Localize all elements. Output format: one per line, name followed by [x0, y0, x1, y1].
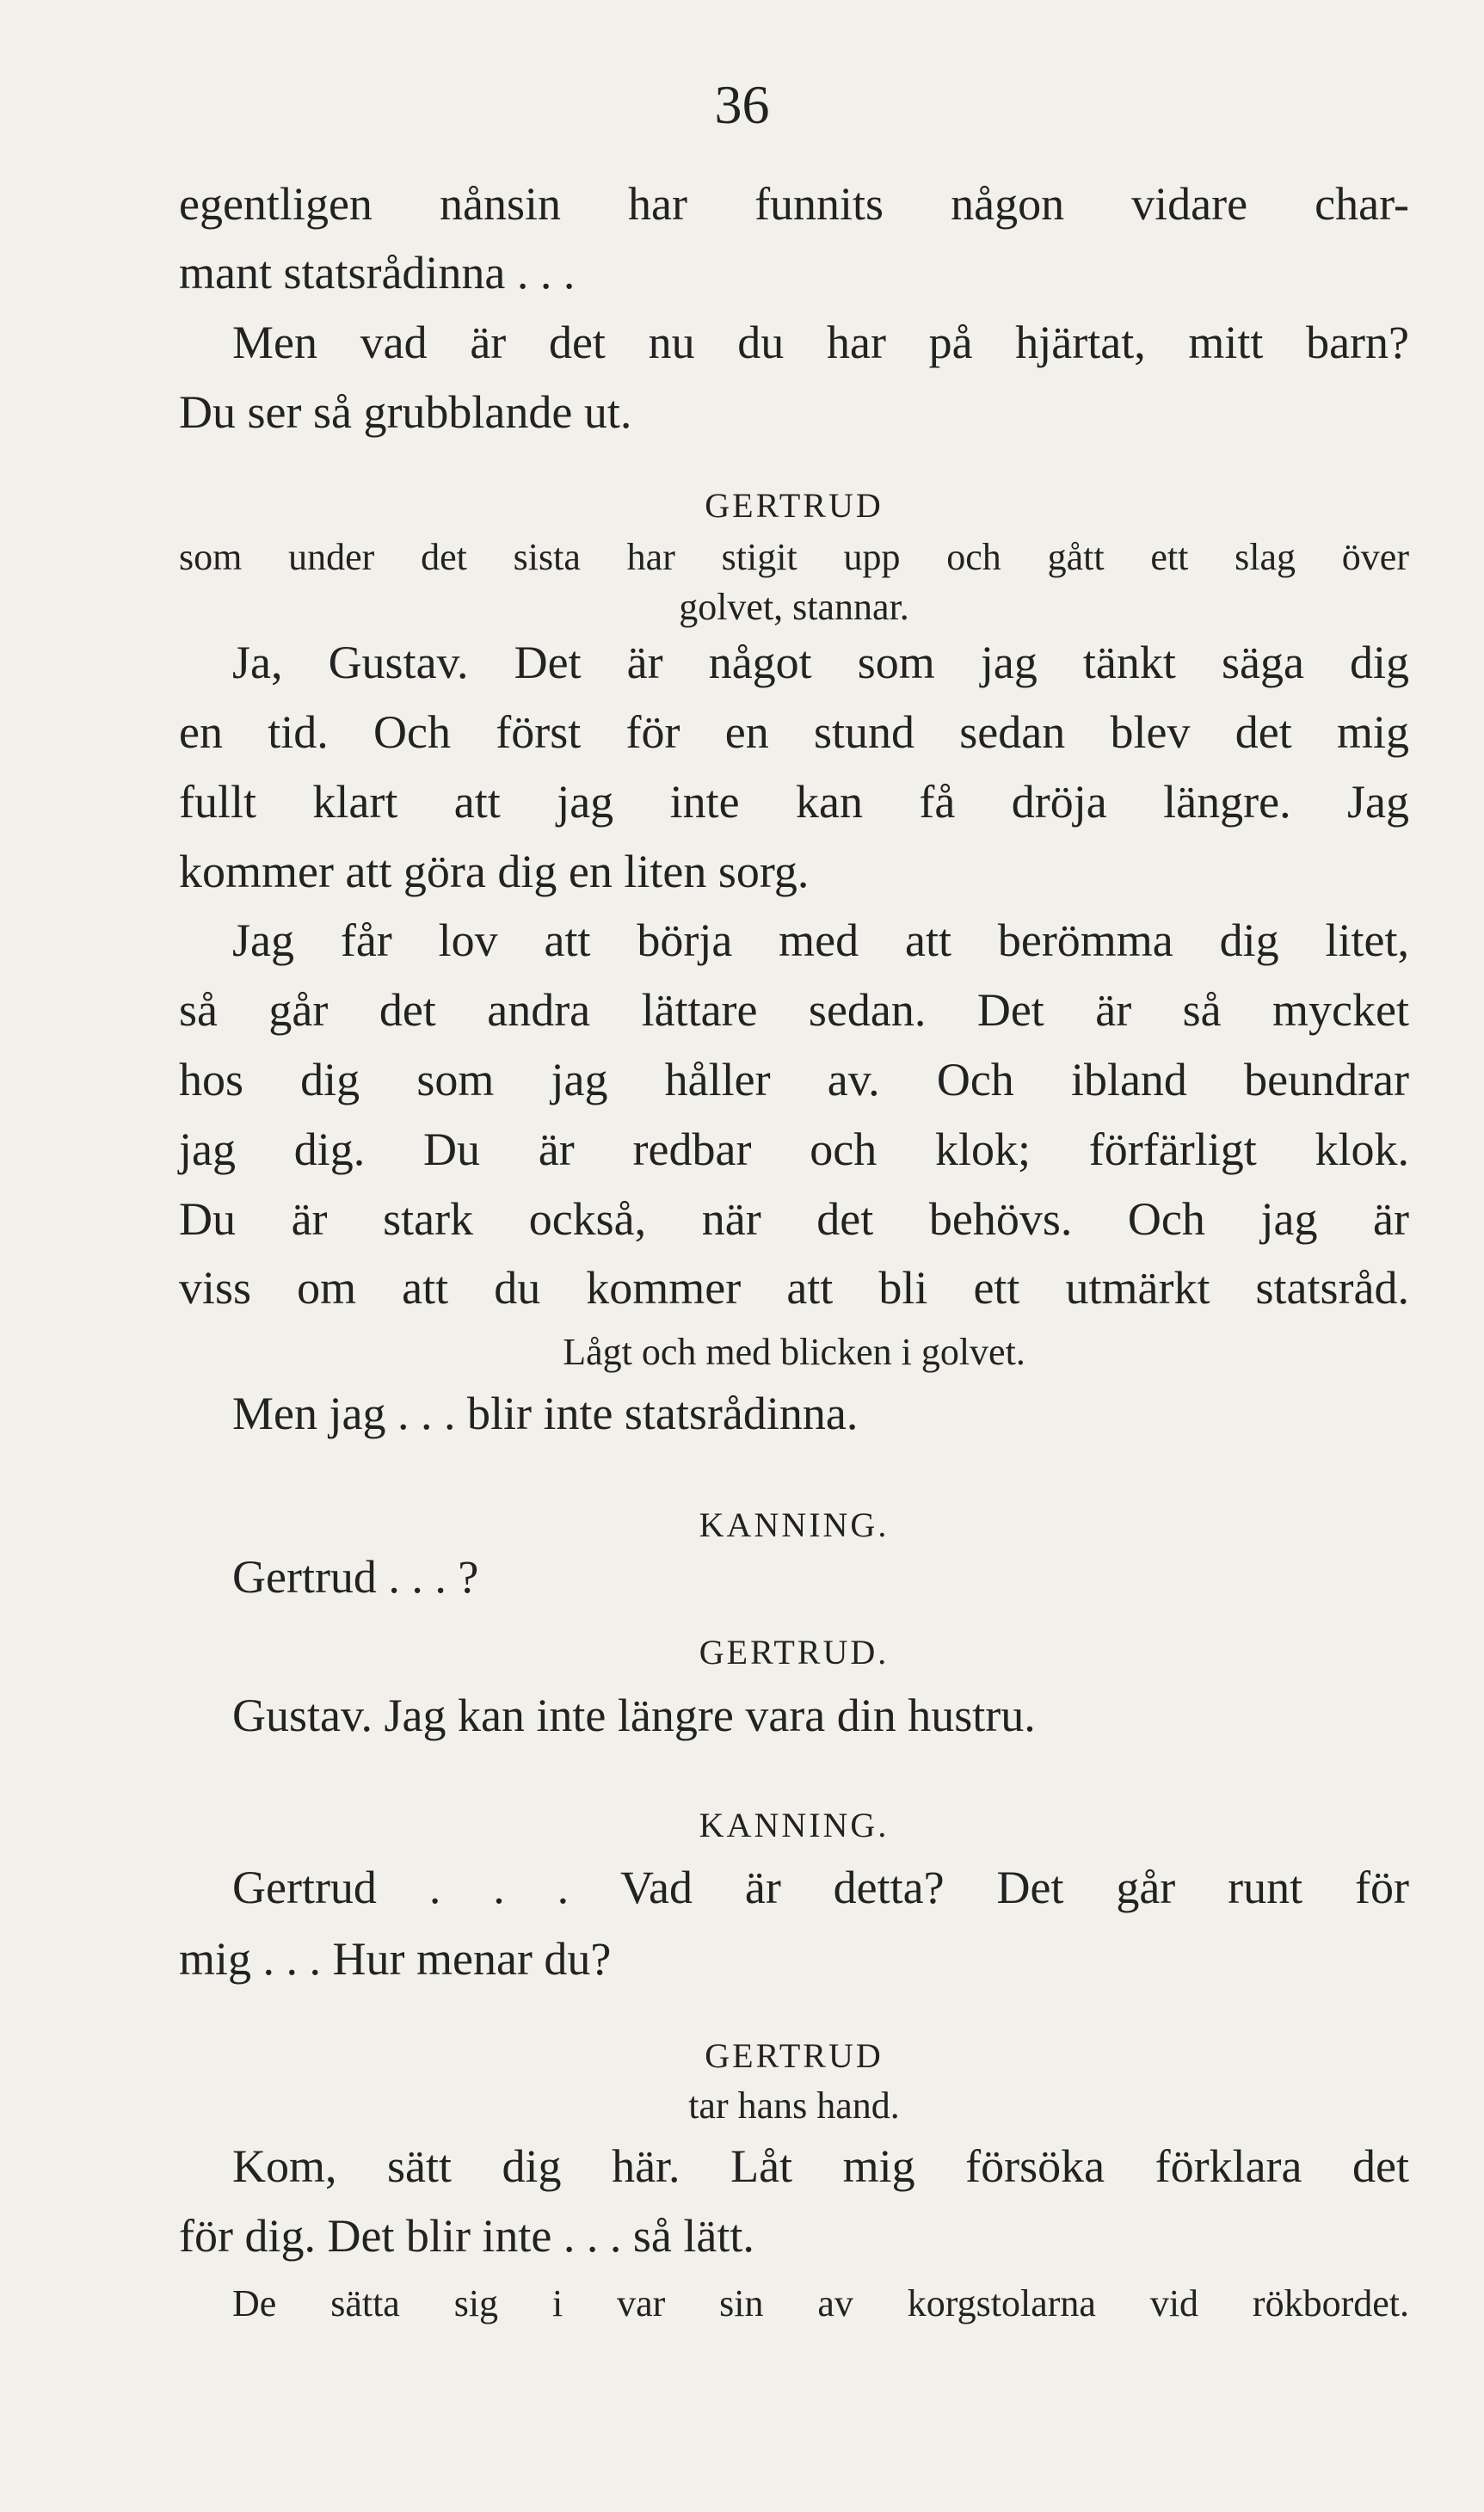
text-line: viss om att du kommer att bli ett utmärkt statsråd. [179, 1262, 1409, 1314]
text-line: Men jag . . . blir inte statsrådinna. [232, 1388, 859, 1439]
text-line: hos dig som jag håller av. Och ibland beundrar [179, 1054, 1409, 1105]
text-line: Men vad är det nu du har på hjärtat, mitt barn? [232, 317, 1409, 368]
text-line: mig . . . Hur menar du? [179, 1933, 612, 1985]
stage-direction: golvet, stannar. [679, 586, 909, 628]
text-line: Du är stark också, när det behövs. Och jag är [179, 1193, 1409, 1245]
text-line: Kom, sätt dig här. Låt mig försöka förklara det [232, 2140, 1409, 2192]
text-line: egentligen nånsin har funnits någon vidare char- [179, 178, 1409, 230]
stage-direction: De sätta sig i var sin av korgstolarna vid rökbordet. [232, 2282, 1409, 2324]
text-line: för dig. Det blir inte . . . så lätt. [179, 2210, 754, 2262]
speaker-name: GERTRUD [705, 2036, 884, 2075]
page-number: 36 [714, 74, 770, 135]
speaker-name: KANNING. [699, 1505, 890, 1544]
text-line: jag dig. Du är redbar och klok; förfärligt klok. [179, 1124, 1409, 1175]
text-line: mant statsrådinna . . . [179, 247, 576, 299]
text-line: så går det andra lättare sedan. Det är så mycket [179, 984, 1409, 1036]
speaker-name: KANNING. [699, 1806, 890, 1844]
text-line: Gertrud . . . Vad är detta? Det går runt för [232, 1862, 1409, 1913]
text-line: Gustav. Jag kan inte längre vara din hustru. [232, 1690, 1036, 1741]
text-line: en tid. Och först för en stund sedan blev det mig [179, 706, 1409, 758]
text-line: Gertrud . . . ? [232, 1551, 479, 1603]
text-line: Du ser så grubblande ut. [179, 386, 632, 438]
text-line: Jag får lov att börja med att berömma dig litet, [232, 914, 1409, 966]
stage-direction: tar hans hand. [688, 2084, 900, 2127]
speaker-name: GERTRUD. [699, 1633, 890, 1672]
text-line: Ja, Gustav. Det är något som jag tänkt säga dig [232, 637, 1409, 688]
stage-direction: Lågt och med blicken i golvet. [563, 1331, 1025, 1373]
text-line: fullt klart att jag inte kan få dröja längre. Jag [179, 776, 1409, 828]
text-line: kommer att göra dig en liten sorg. [179, 846, 810, 897]
stage-direction: som under det sista har stigit upp och gått ett slag över [179, 536, 1409, 578]
speaker-name: GERTRUD [705, 486, 884, 525]
